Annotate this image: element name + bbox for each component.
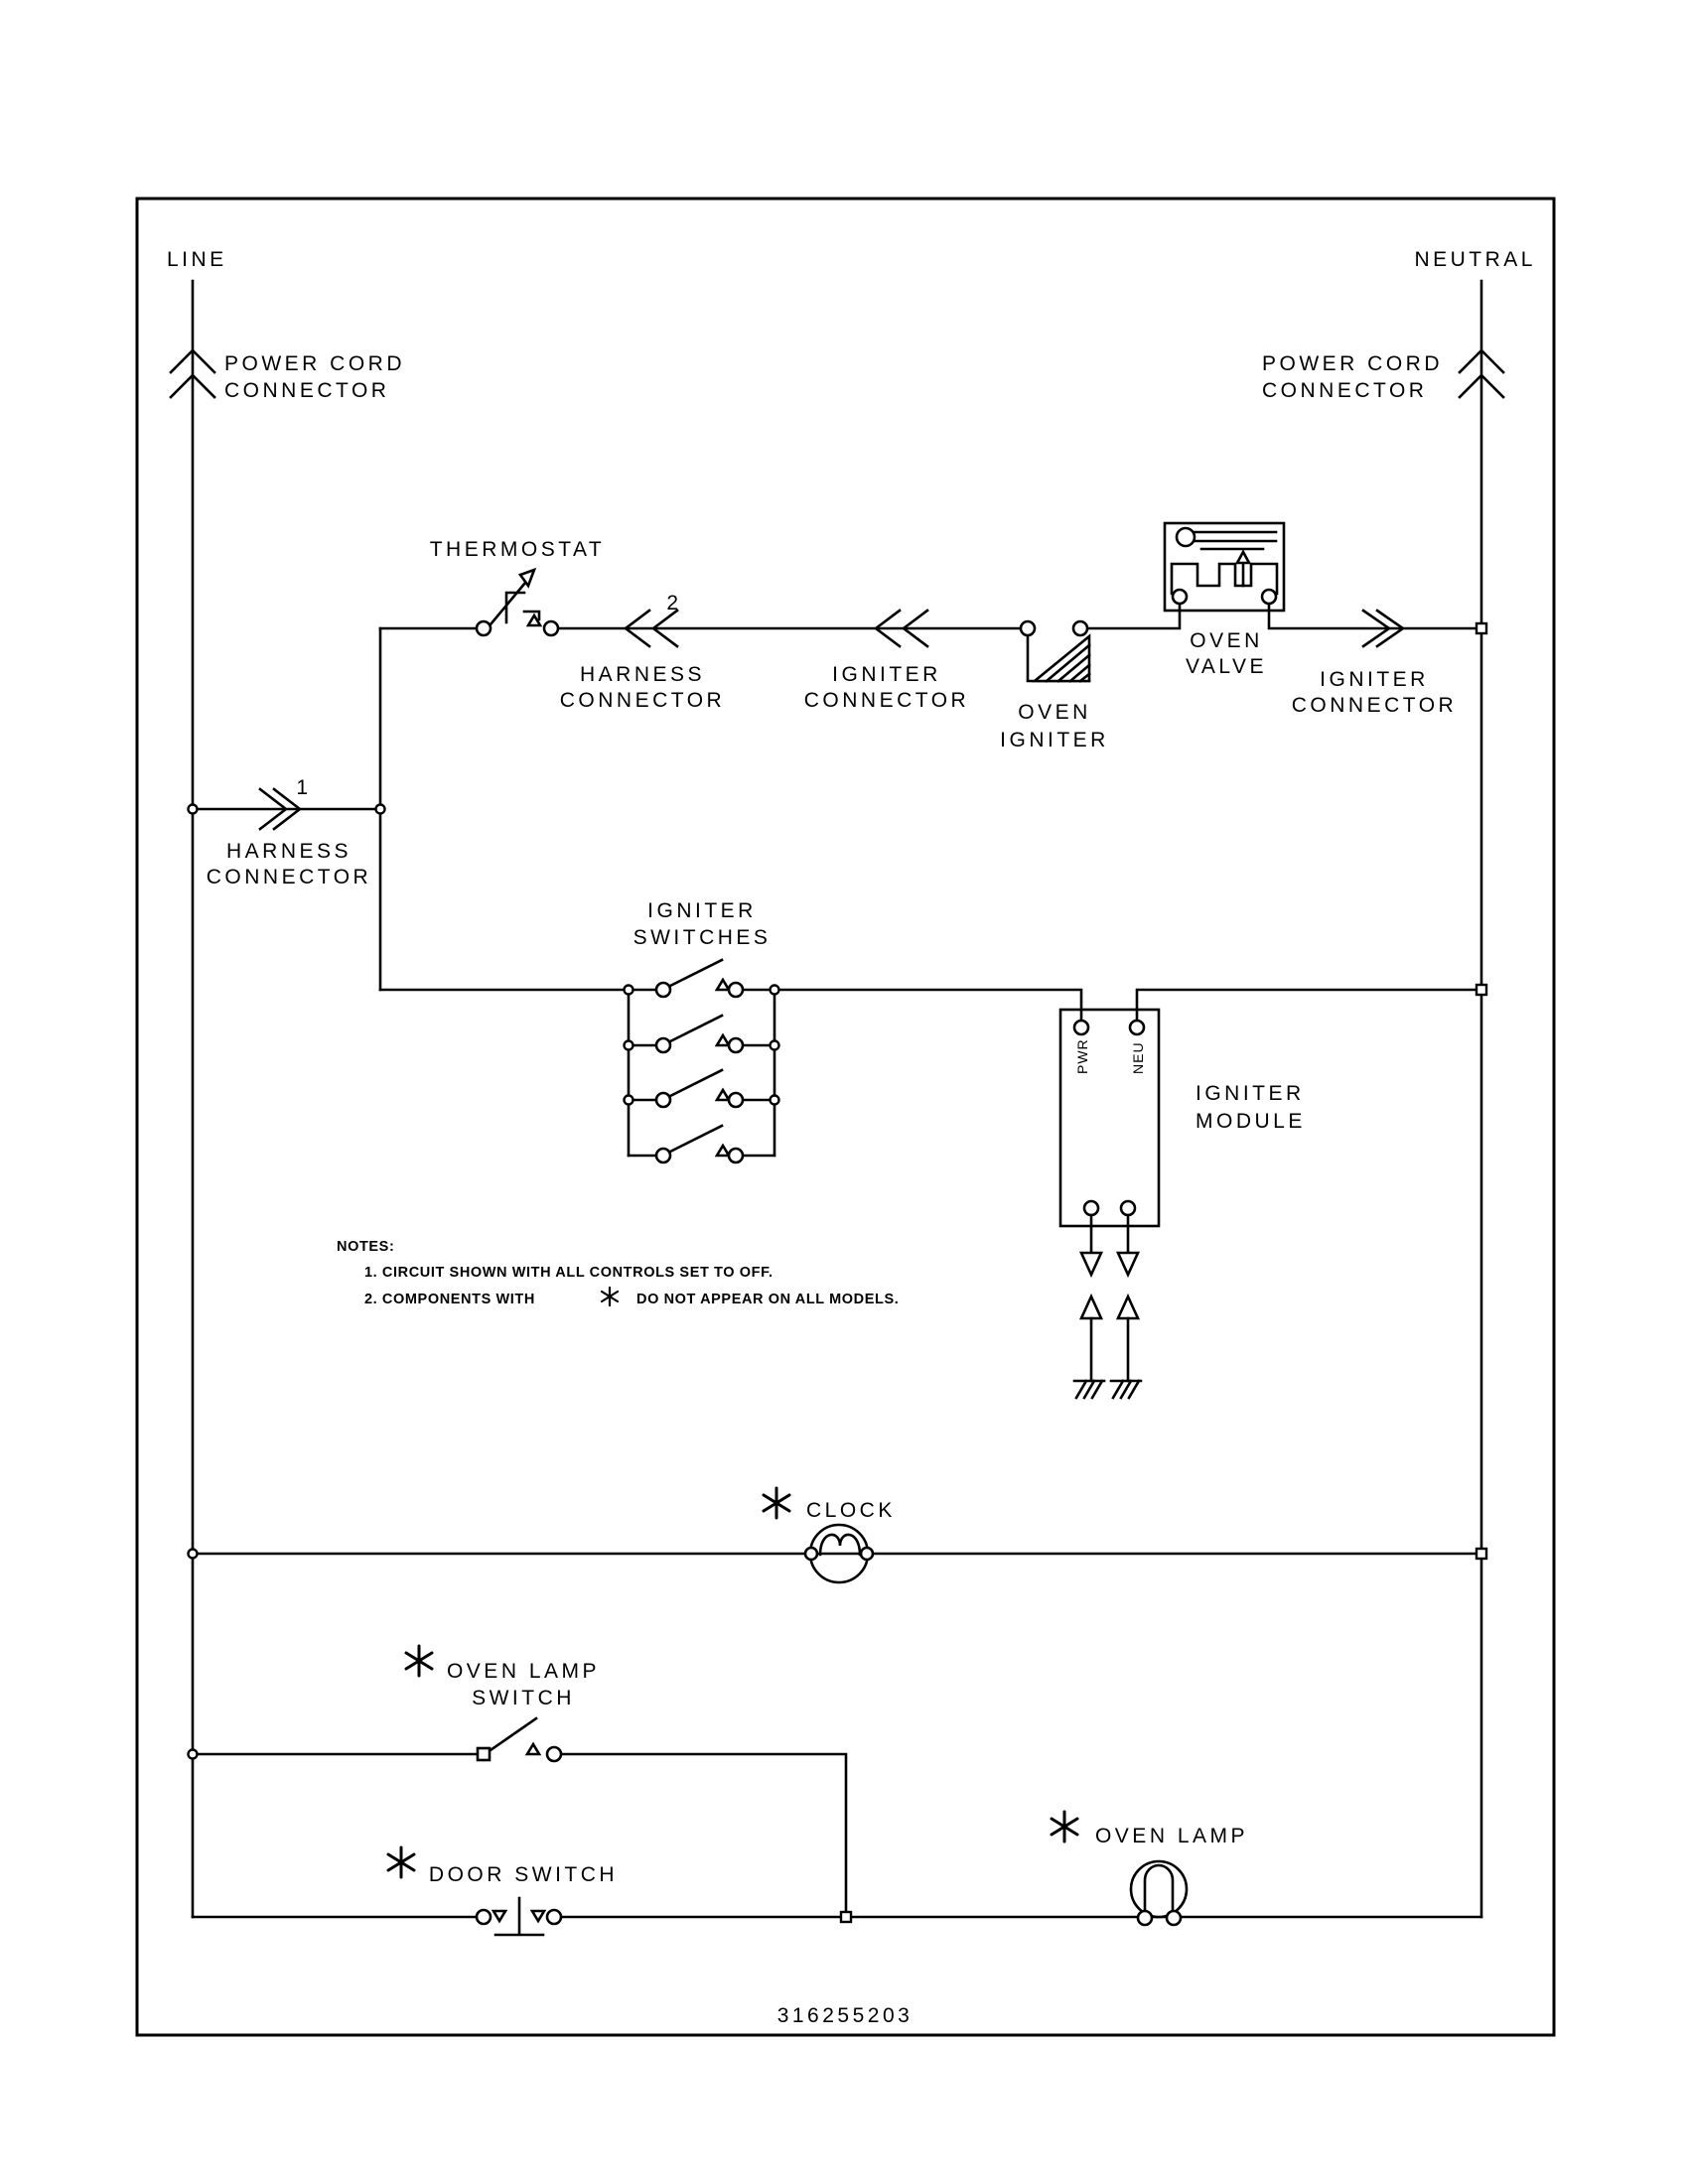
power-cord-connector-right <box>1262 248 1536 402</box>
oven-lamp <box>1052 1812 1248 1925</box>
note-2: 2. COMPONENTS WITH <box>364 1292 535 1307</box>
neu-terminal <box>1130 1021 1144 1034</box>
power-cord-connector-left-label: POWER CORD <box>224 352 405 375</box>
switch-blade <box>491 577 530 624</box>
svg-text:VALVE: VALVE <box>1185 655 1268 678</box>
igniter-switch-4 <box>656 1126 743 1162</box>
lamp-bulb <box>1131 1861 1187 1917</box>
oven-valve-label: OVEN <box>1190 629 1263 652</box>
svg-text:CONNECTOR: CONNECTOR <box>1262 379 1428 402</box>
spark-electrodes <box>1074 1215 1141 1398</box>
igniter-element <box>1035 636 1089 681</box>
igniter-module-label: IGNITER <box>1196 1082 1305 1105</box>
contact-terminal <box>547 1747 561 1761</box>
notes <box>337 1239 899 1307</box>
oven-lamp-switch-label: OVEN LAMP <box>446 1660 601 1683</box>
contact-terminal <box>477 621 491 635</box>
contact-terminal <box>1167 1911 1181 1925</box>
contact-terminal <box>861 1548 873 1560</box>
asterisk-icon <box>388 1847 414 1877</box>
contact-terminal <box>1073 621 1087 635</box>
neu-label: NEU <box>1130 1041 1146 1074</box>
ground-icon <box>1111 1381 1141 1398</box>
ground-icon <box>1074 1381 1104 1398</box>
output-terminal <box>1121 1201 1135 1215</box>
svg-text:CONNECTOR: CONNECTOR <box>559 689 726 712</box>
bimetal-strip <box>1195 532 1276 549</box>
igniter-switch-2 <box>656 1016 743 1052</box>
contact-triangle-icon <box>527 1744 539 1754</box>
oven-igniter-label: OVEN <box>1018 701 1091 724</box>
igniter-switch-1 <box>656 960 743 997</box>
asterisk-icon <box>1052 1812 1077 1842</box>
svg-text:IGNITER: IGNITER <box>1000 729 1109 751</box>
contact-triangle-icon <box>493 1911 505 1921</box>
contact-terminal <box>478 1748 490 1760</box>
switch-blade <box>491 1718 536 1750</box>
arrow-down-icon <box>1081 1253 1101 1275</box>
note-2-continued: DO NOT APPEAR ON ALL MODELS. <box>636 1292 900 1307</box>
arrowhead-icon <box>520 570 534 586</box>
contact-terminal <box>477 1910 491 1924</box>
svg-text:SWITCH: SWITCH <box>472 1687 575 1709</box>
contact-terminal <box>1021 621 1035 635</box>
valve-terminal <box>1262 590 1276 604</box>
harness-connector-2-label: HARNESS <box>579 663 706 686</box>
igniter-connector-left-label: IGNITER <box>832 663 941 686</box>
igniter-switches <box>633 899 772 1162</box>
asterisk-icon <box>602 1288 618 1305</box>
arrow-down-icon <box>1118 1253 1138 1275</box>
power-cord-connector-right-label: POWER CORD <box>1262 352 1443 375</box>
door-switch <box>388 1847 618 1935</box>
igniter-connector-right-label: IGNITER <box>1320 668 1429 691</box>
pwr-label: PWR <box>1074 1038 1090 1074</box>
igniter-module <box>1060 1010 1306 1226</box>
igniter-switches-label: IGNITER <box>647 899 757 922</box>
bimetal-pivot <box>1177 528 1195 546</box>
part-number: 316255203 <box>776 2004 914 2027</box>
power-cord-connector-left <box>167 248 405 402</box>
note-1: 1. CIRCUIT SHOWN WITH ALL CONTROLS SET TO OFF. <box>364 1265 774 1281</box>
arrow-up-icon <box>1081 1297 1101 1318</box>
contact-terminal <box>544 621 558 635</box>
asterisk-icon <box>764 1488 789 1518</box>
igniter-switch-3 <box>656 1070 743 1107</box>
thermostat <box>430 538 606 635</box>
notes-title: NOTES: <box>337 1239 395 1255</box>
pwr-terminal <box>1074 1021 1088 1034</box>
connector-number: 2 <box>666 592 682 614</box>
svg-text:CONNECTOR: CONNECTOR <box>1291 694 1458 717</box>
harness-connector-2 <box>560 592 725 712</box>
valve-terminal <box>1173 590 1187 604</box>
contact-terminal <box>1138 1911 1152 1925</box>
asterisk-icon <box>406 1646 432 1676</box>
clock-label: CLOCK <box>806 1499 896 1522</box>
output-terminal <box>1084 1201 1098 1215</box>
contact-triangle-icon <box>532 1911 544 1921</box>
contact-terminal <box>547 1910 561 1924</box>
door-switch-label: DOOR SWITCH <box>428 1863 619 1886</box>
thermostat-label: THERMOSTAT <box>429 538 606 561</box>
svg-text:MODULE: MODULE <box>1196 1110 1306 1133</box>
svg-text:CONNECTOR: CONNECTOR <box>206 866 372 888</box>
arrowhead-icon <box>1237 552 1249 563</box>
oven-valve <box>1165 523 1284 678</box>
clock <box>764 1488 896 1582</box>
igniter-connector-left <box>804 611 969 712</box>
svg-text:SWITCHES: SWITCHES <box>633 926 772 949</box>
harness-connector-1 <box>207 776 371 888</box>
oven-lamp-label: OVEN LAMP <box>1094 1825 1249 1847</box>
connector-number: 1 <box>296 776 312 799</box>
oven-igniter <box>1000 621 1109 751</box>
neutral-label: NEUTRAL <box>1414 248 1536 271</box>
svg-text:CONNECTOR: CONNECTOR <box>224 379 390 402</box>
igniter-connector-right <box>1292 611 1457 717</box>
arrow-up-icon <box>1118 1297 1138 1318</box>
valve-winding <box>1172 564 1277 594</box>
line-label: LINE <box>167 248 227 271</box>
contact-terminal <box>805 1548 817 1560</box>
harness-connector-1-label: HARNESS <box>225 840 352 863</box>
svg-text:CONNECTOR: CONNECTOR <box>803 689 970 712</box>
oven-lamp-switch <box>406 1646 600 1761</box>
